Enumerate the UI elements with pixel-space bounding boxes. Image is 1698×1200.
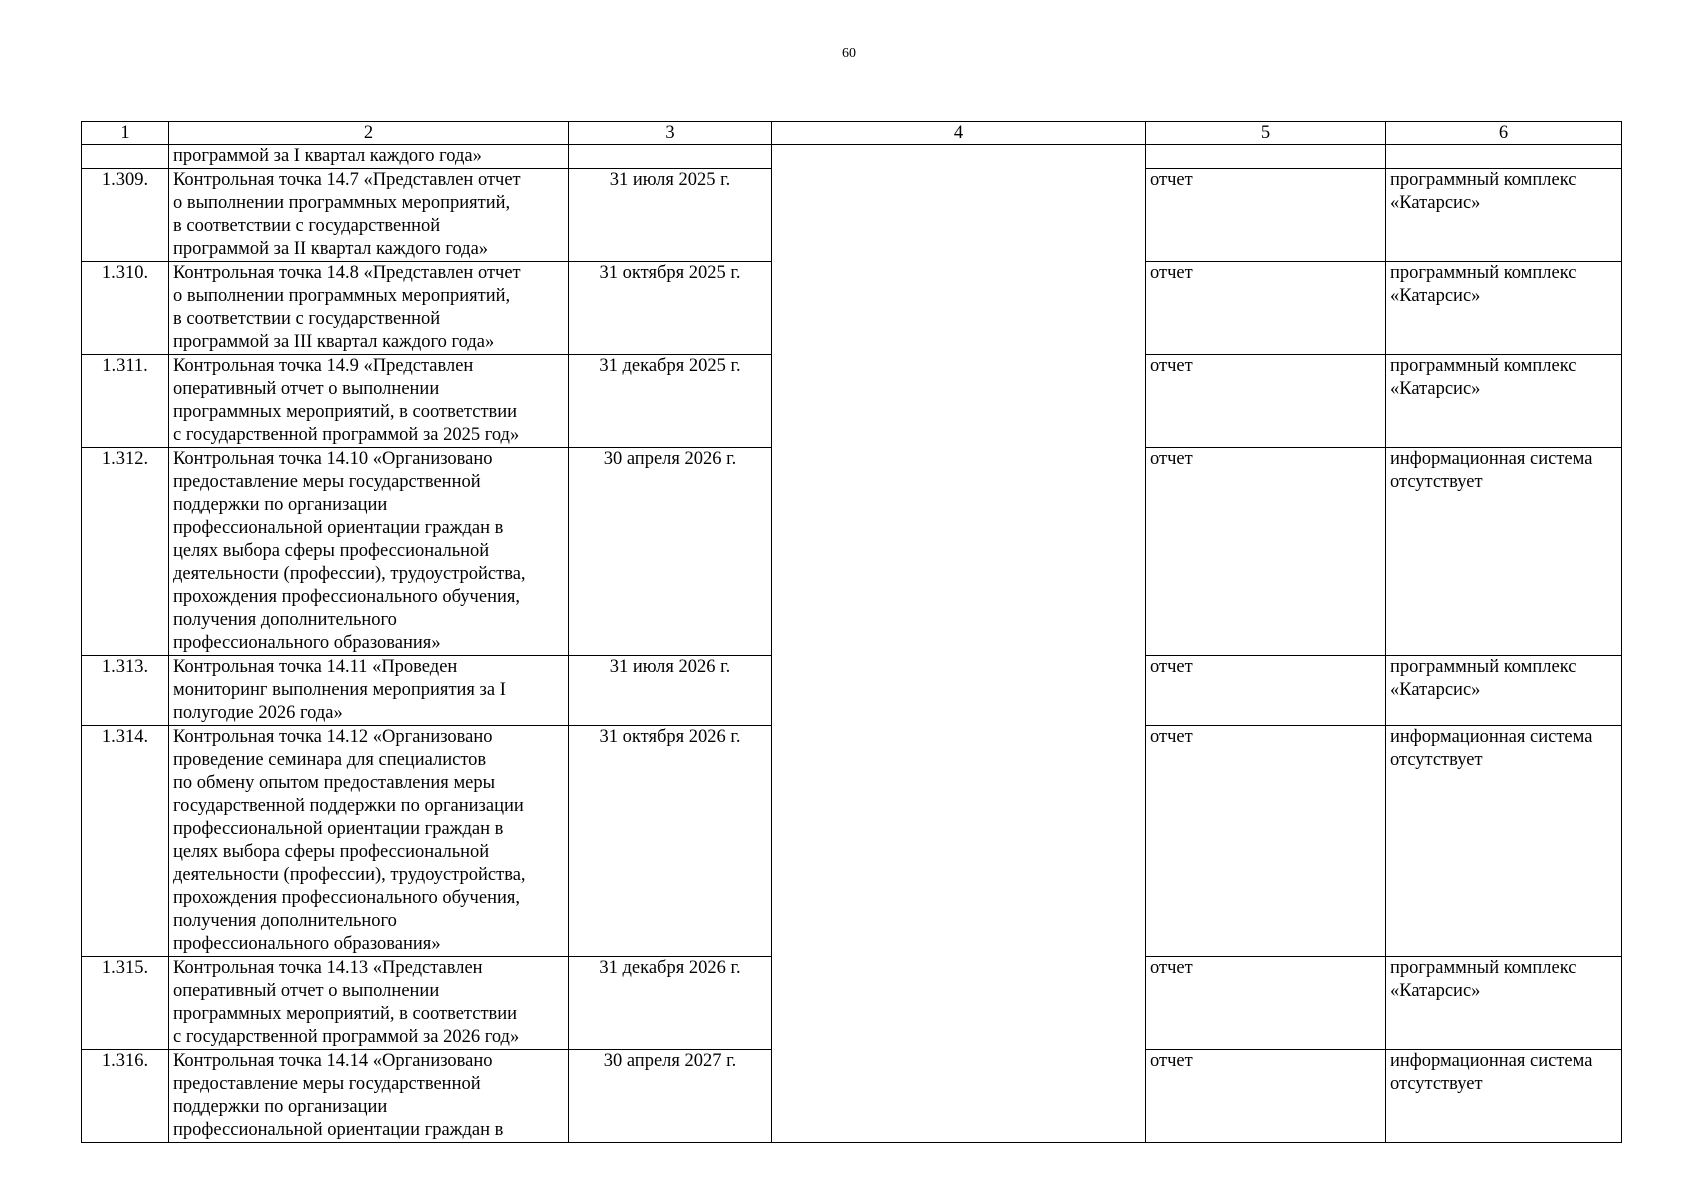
row-number: 1.311. [82, 355, 169, 448]
confirming-document: отчет [1146, 169, 1386, 262]
page-number: 60 [842, 46, 856, 61]
responsible-column-merged [772, 145, 1146, 1143]
information-system: программный комплекс «Катарсис» [1386, 656, 1622, 726]
header-cell-4: 4 [772, 122, 1146, 145]
information-system: информационная система отсутствует [1386, 1050, 1622, 1143]
continuation-row [82, 145, 1622, 169]
confirming-document: отчет [1146, 448, 1386, 656]
confirming-document: отчет [1146, 262, 1386, 355]
control-points-table [81, 121, 1622, 1143]
control-point-date: 31 октября 2025 г. [569, 262, 772, 355]
row-number: 1.310. [82, 262, 169, 355]
continuation-date-cell [569, 145, 772, 169]
confirming-document: отчет [1146, 355, 1386, 448]
row-number: 1.309. [82, 169, 169, 262]
information-system: программный комплекс «Катарсис» [1386, 355, 1622, 448]
control-point-name: Контрольная точка 14.14 «Организовано предоставление меры государственной поддержки по организации профессиональной ориентации граждан в [169, 1050, 569, 1143]
row-number: 1.314. [82, 726, 169, 957]
header-cell-5: 5 [1146, 122, 1386, 145]
confirming-document: отчет [1146, 1050, 1386, 1143]
confirming-document: отчет [1146, 957, 1386, 1050]
control-point-date: 31 октября 2026 г. [569, 726, 772, 957]
confirming-document: отчет [1146, 656, 1386, 726]
row-number: 1.315. [82, 957, 169, 1050]
continuation-num-cell [82, 145, 169, 169]
table-header-row [82, 122, 1622, 145]
control-point-name: Контрольная точка 14.7 «Представлен отчет о выполнении программных мероприятий, в соответствии с государственной программой за II квартал каждого года» [169, 169, 569, 262]
information-system: программный комплекс «Катарсис» [1386, 169, 1622, 262]
control-point-date: 30 апреля 2027 г. [569, 1050, 772, 1143]
row-number: 1.313. [82, 656, 169, 726]
information-system: программный комплекс «Катарсис» [1386, 957, 1622, 1050]
control-point-name: Контрольная точка 14.11 «Проведен мониторинг выполнения мероприятия за I полугодие 2026 года» [169, 656, 569, 726]
continuation-doc-cell [1146, 145, 1386, 169]
row-number: 1.316. [82, 1050, 169, 1143]
continuation-system-cell [1386, 145, 1622, 169]
control-point-name: Контрольная точка 14.9 «Представлен оперативный отчет о выполнении программных мероприятий, в соответствии с государственной программой за 2025 год» [169, 355, 569, 448]
information-system: информационная система отсутствует [1386, 448, 1622, 656]
information-system: программный комплекс «Катарсис» [1386, 262, 1622, 355]
continuation-text: программой за I квартал каждого года» [169, 145, 569, 169]
control-point-date: 31 декабря 2026 г. [569, 957, 772, 1050]
control-point-date: 31 июля 2025 г. [569, 169, 772, 262]
confirming-document: отчет [1146, 726, 1386, 957]
control-point-name: Контрольная точка 14.13 «Представлен оперативный отчет о выполнении программных мероприятий, в соответствии с государственной программой за 2026 год» [169, 957, 569, 1050]
control-point-name: Контрольная точка 14.8 «Представлен отчет о выполнении программных мероприятий, в соответствии с государственной программой за III квартал каждого года» [169, 262, 569, 355]
header-cell-1: 1 [82, 122, 169, 145]
header-cell-3: 3 [569, 122, 772, 145]
header-cell-2: 2 [169, 122, 569, 145]
control-point-date: 31 декабря 2025 г. [569, 355, 772, 448]
control-point-name: Контрольная точка 14.12 «Организовано проведение семинара для специалистов по обмену опытом предоставления меры государственной поддержки по организации профессиональной ориентации граждан в целях выбора сферы профессиональной деятельности (профессии), трудоустройства, прохождения профессионального обучения, получения дополнительного профессионального образования» [169, 726, 569, 957]
control-point-name: Контрольная точка 14.10 «Организовано предоставление меры государственной поддержки по организации профессиональной ориентации граждан в целях выбора сферы профессиональной деятельности (профессии), трудоустройства, прохождения профессионального обучения, получения дополнительного профессионального образования» [169, 448, 569, 656]
header-cell-6: 6 [1386, 122, 1622, 145]
row-number: 1.312. [82, 448, 169, 656]
information-system: информационная система отсутствует [1386, 726, 1622, 957]
control-point-date: 30 апреля 2026 г. [569, 448, 772, 656]
control-point-date: 31 июля 2026 г. [569, 656, 772, 726]
